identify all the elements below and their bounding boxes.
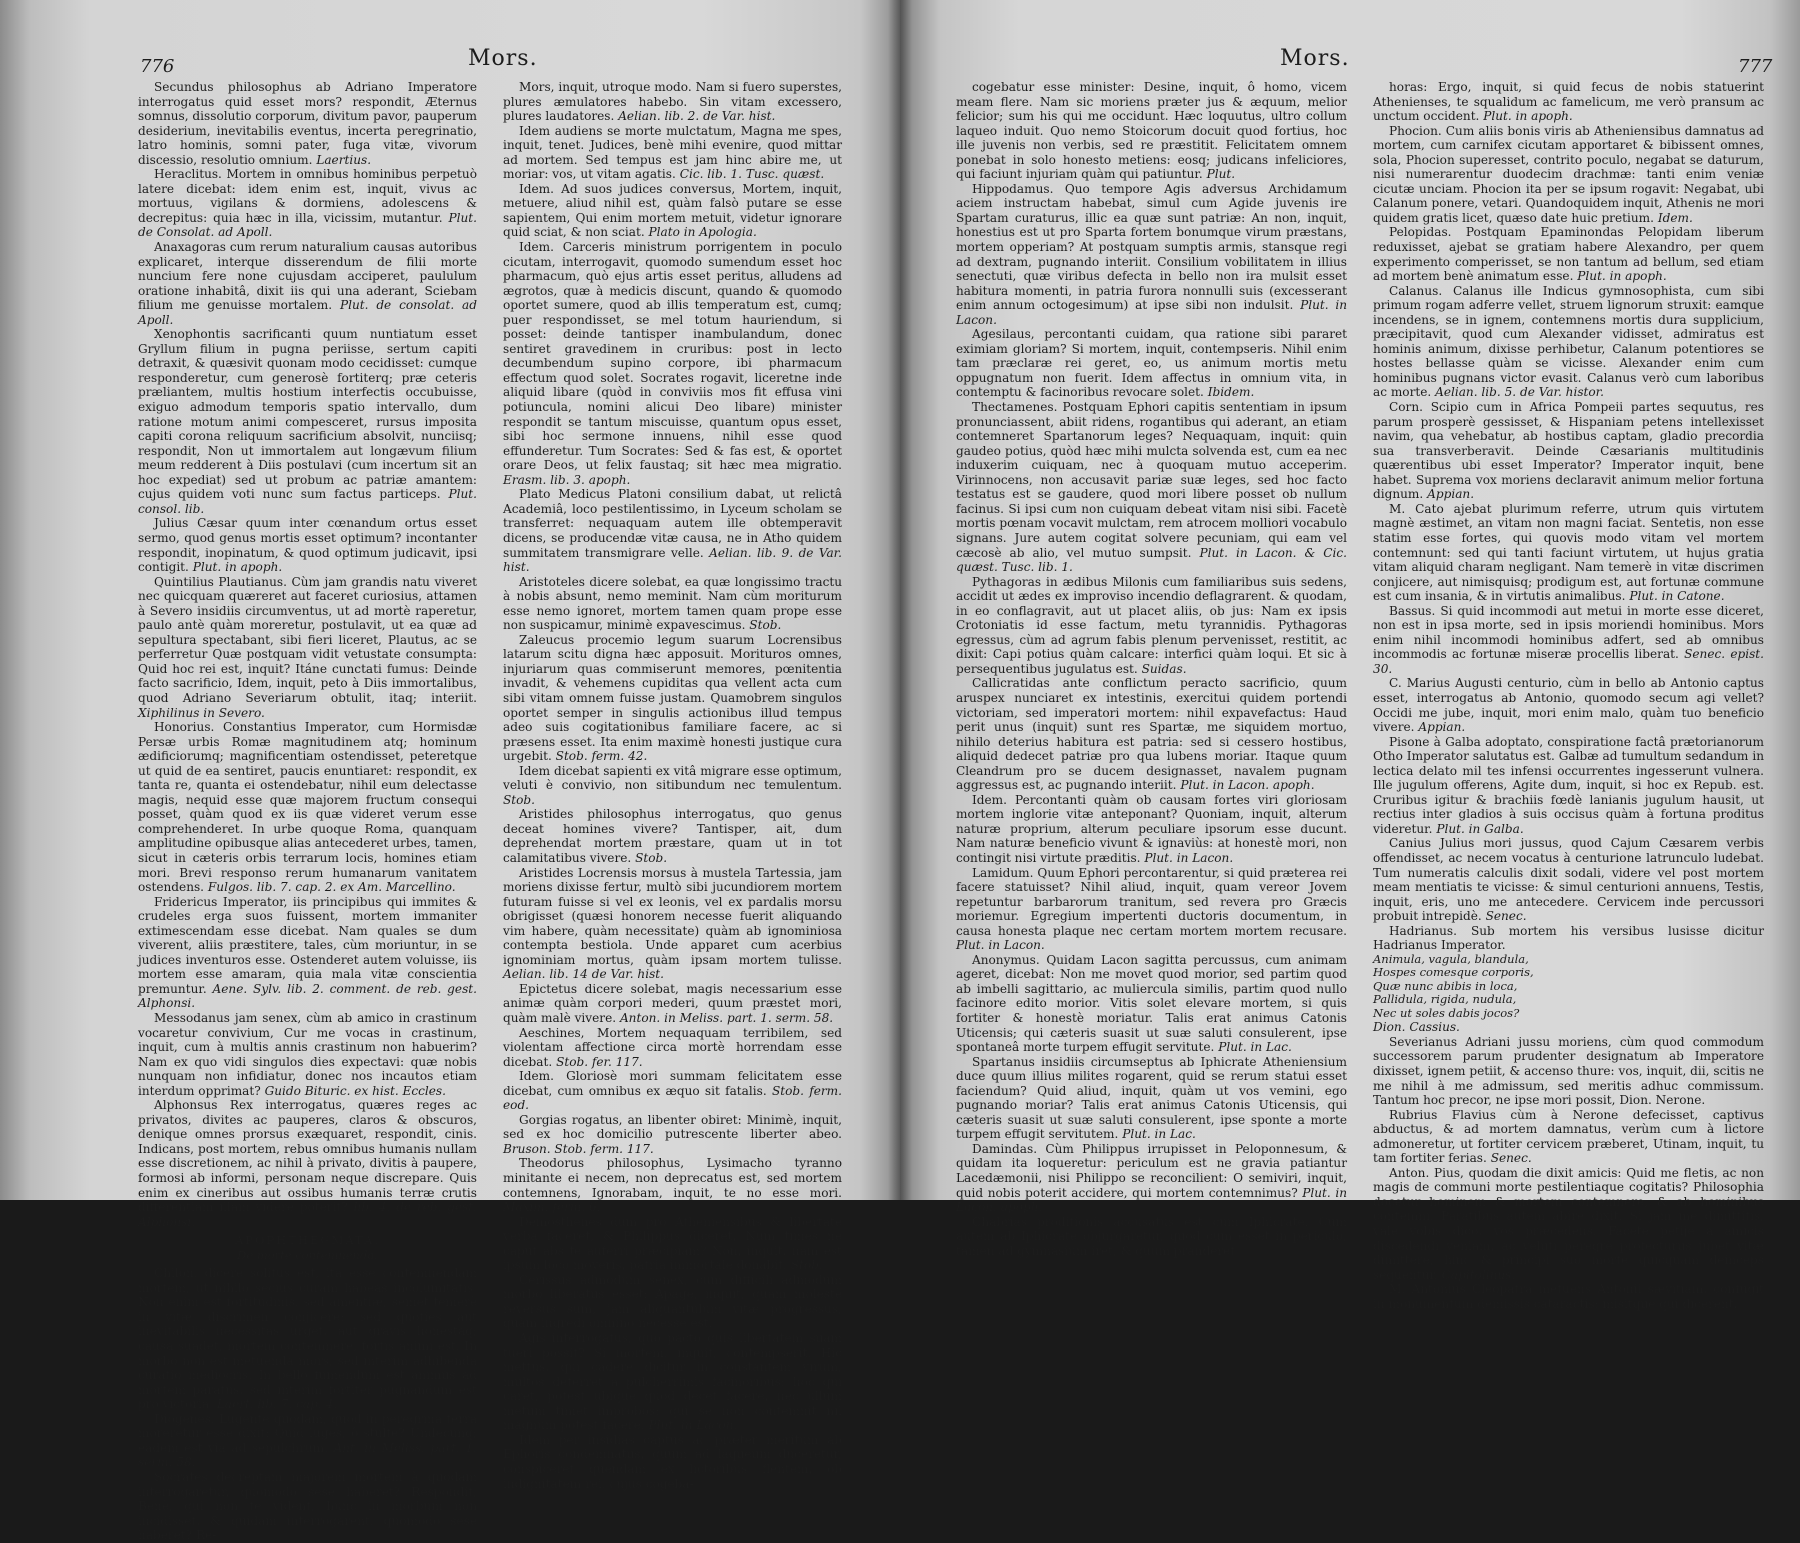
- source-citation: Plut. consol. lib.: [138, 487, 477, 516]
- paragraph-text: M. Cato ajebat plurimum referre, utrum quis virtutem magnè æstimet, an vitam non magni faciat. Sentetis, non esse statim esse fortes, qui quovis modo vitam vel mortem contemnunt: sed qui tanti faciunt virtutem, ut hujus gratia vitam aliquid charam negligant. Nam temerè in vitæ discrimen conjicere, aut nimisquisq; prodigum est, aut fortunæ commune est cum insania, & in virtutis animalibus.: [1373, 501, 1764, 604]
- text-paragraph: [503, 182, 842, 240]
- paragraph-text: Gorgias rogatus, an libenter obiret: Minimè, inquit, sed ex hoc domicilio putrescente liberter abeo.: [503, 1112, 842, 1142]
- paragraph-text: Idem. Carceris ministrum porrigentem in poculo cicutam, interrogavit, quomodo sumendum esset hoc pharmacum, quò ejus artis esset peritus, alludens ad ægrotos, quæ à medicis discunt, quando & quomodo oportet sumere, quod ab illis temperatum est, cumq; puer respondisset, se mel totum hauriendum, si posset: deinde tantisper inambulandum, donec sentiret gravedinem in cruribus: post in lecto decumbendum supino corpore, ibi pharmacum effectum quod solet. Socrates rogavit, liceretne inde aliquid libare (quòd in conviviis mos fit effusa vini potiuncula, nomini alicui Deo libare) minister respondit se tantum miscuisse, quantum opus esset, sibi hoc sermone innuens, nihil esse quod effunderetur. Tum Socrates: Sed & fas est, & oportet orare Deos, ut felix faustaq; sit hæc mea migratio.: [503, 240, 842, 473]
- paragraph-text: Chilon, dicere solitus est, ita esse contemnendam mortem, ut nihilo secius curam habeas incolumitatis. Non enim est fortitudinis, sed amentiæ, semet temerè in vitæ discrimen conjicere: sed quoties aut inevitabilis necessitas urget, aut gravis honestaq; causa suadet, mortem contemnere, fortis animi est. In morbo non est metuenda mors, sed interim adhibenda curatio mediocris. In bello fumendum est animus ad mortem paratus, sed interim fortiter pugnandum est pro victoria.: [138, 1266, 477, 1412]
- text-paragraph: [956, 80, 1347, 182]
- verse-line: Nec ut soles dabis jocos?: [1373, 1005, 1520, 1020]
- text-paragraph: [503, 1026, 842, 1070]
- verse-line: Quæ nunc abibis in loca,: [1373, 978, 1518, 993]
- text-paragraph: [138, 720, 477, 895]
- text-paragraph: [1373, 400, 1764, 502]
- source-citation: Plut. in Catone.: [1629, 589, 1725, 604]
- paragraph-text: Idem dicebat sapienti ex vitâ migrare esse optimum, veluti è convivio, non sitibundum nec temulentum.: [503, 763, 842, 793]
- paragraph-text: Diogenes, Lugente quodam, quod in peregrina terra moreretur esse dixit: Quid luges, ô stulte? Undecunq; eadem est via ad sepulchrum.: [138, 1411, 477, 1455]
- text-paragraph: [138, 895, 477, 1011]
- paragraph-text: Zaleucus procemio legum suarum Locrensibus latarum scitu digna hæc apposuit. Morituros omnes, injuriarum quas commiserunt memores, pœnitentia invadit, & vehemens cupiditas qua vellent acta cum sibi vitam omnem fuisse justam. Quamobrem singulos oportet semper in singulis actionibus illud tempus adeo suis cogitationibus familiare facere, ac si præsens esset. Ita enim maximè honesti justique cura urgebit.: [503, 632, 842, 764]
- source-citation: Aelian. lib. 9. de Var. hist.: [503, 545, 842, 575]
- text-paragraph: [1373, 124, 1764, 226]
- text-paragraph: [956, 793, 1347, 866]
- source-citation: Anton. in Meliss. part. 1. serm. 58.: [619, 1011, 834, 1025]
- paragraph-text: Mors, inquit, utroque modo. Nam si fuero superstes, plures æmulatores habebo. Sin vitam excessero, plures laudatores.: [503, 80, 842, 124]
- text-paragraph: [1373, 604, 1764, 677]
- paragraph-text: Lamidum. Quum Ephori percontarentur, si quid præterea rei facere statuisset? Nihil aliud, inquit, quam vereor Jovem repetuntur barbarorum tranitum, sed revera pro Græcis moriemur. Egregium impertenti ductoris documentum, in causa honesta plaque nec certam mortem mortem recusare.: [956, 865, 1347, 938]
- source-citation: Idem.: [1657, 210, 1693, 225]
- right-page: [900, 0, 1800, 1311]
- text-paragraph: [1373, 284, 1764, 400]
- text-paragraph: [1373, 676, 1764, 734]
- paragraph-text: Agis interrogatus, quo pacto quis libertatem suam tueri possit? Si mortem, inquit, contempserit. Hic mettus, qui cadere dicitur in constantem virum, multos deterret à pulcherrimis facinoribus: hoc qui caret, potest ubique quod decet facere, nec ullum metum timet improbos: qui se non contemnit nil magnum potest facere.: [503, 1331, 842, 1433]
- source-citation: Senec.: [1490, 1151, 1532, 1166]
- text-paragraph: [956, 866, 1347, 953]
- paragraph-text: Socrates decreptam majorem mortem à quodam interrogaretur, quomodo sese haberet? Respondit, Benè, qui non te vident, hunc in morbum non incidisset, & quidam interrogarent, quomodo sese haberet? Re-: [138, 1469, 477, 1543]
- paragraph-text: De morte contemnenda.: [237, 1247, 378, 1262]
- source-citation: Laertius.: [316, 152, 372, 167]
- text-paragraph: [503, 487, 842, 574]
- source-citation: Xiphilinus in Severo.: [138, 705, 265, 720]
- source-citation: Plut.: [1206, 167, 1236, 182]
- paragraph-text: Idem audiens se morte mulctatum, Magna me spes, inquit, tenet. Judices, benè mihi evenire, quod mittar ad mortem. Sed tempus est jam hinc abire me, ut moriar: vos, ut vitam agatis.: [503, 123, 842, 182]
- text-paragraph: [138, 1011, 477, 1098]
- text-paragraph: [1373, 80, 1764, 124]
- source-citation: Aelian. lib. 5. de Var. histor.: [1435, 385, 1604, 400]
- paragraph-text: Aristides philosophus interrogatus, quo genus deceat homines vivere? Tantisper, ait, dum deprehendat mortem præstare, quam ut in tot calamitatibus vivere.: [503, 807, 842, 865]
- source-citation: lib. 4. de reb. gest. Alphonsi.: [138, 1200, 477, 1229]
- source-citation: Stob.: [503, 792, 536, 807]
- text-paragraph: [956, 1215, 1347, 1259]
- source-citation: Appian.: [1427, 487, 1475, 502]
- source-citation: Stob.: [635, 850, 668, 865]
- text-paragraph: [956, 1142, 1347, 1215]
- source-citation: Erasm. lib. 3. apoph.: [503, 472, 631, 487]
- source-citation: Capitolinus.: [1441, 1267, 1516, 1282]
- text-paragraph: [138, 167, 477, 240]
- paragraph-text: Plato Medicus Platoni consilium dabat, ut relictâ Academiâ, loco pestilentissimo, in Lyceum scholam se transferret: nequaquam autem ille obtemperavit dicens, se producendæ vitæ causa, ne in Atho quidem summitatem transmigrare velle.: [503, 487, 842, 560]
- text-paragraph: [1373, 836, 1764, 923]
- source-citation: Plut. in Lac.: [1218, 1040, 1292, 1055]
- source-citation: Stob. ferm. eod.: [503, 1083, 842, 1113]
- paragraph-text: Theodorus philosophus, Lysimacho tyranno minitante ei necem, non deprecatus est, sed mortem contemnens, Ignorabam, inquit, te no esse mori.: [503, 1156, 842, 1200]
- source-citation: Senec.: [1485, 909, 1527, 924]
- text-paragraph: [503, 764, 842, 808]
- page-number: 777: [1738, 56, 1773, 77]
- text-paragraph: [138, 1412, 477, 1470]
- text-paragraph: [956, 182, 1347, 327]
- paragraph-text: Aristoteles dicere solebat, ea quæ longissimo tractu à nobis absunt, nemo meminit. Nam cùm moriturum esse nemo ignoret, mortem tamen quam prope esse non suspicamur, minimè expavescimus.: [503, 574, 842, 633]
- source-citation: Plut. in apoph.: [192, 560, 283, 575]
- text-paragraph: [1373, 225, 1764, 283]
- source-citation: Appian.: [1418, 720, 1466, 735]
- source-citation: Stob. ferm. 42.: [555, 749, 648, 764]
- paragraph-text: Thectamenes. Postquam Ephori capitis sententiam in ipsum pronunciassent, abiit ridens, rogantibus qui aderant, an etiam contemneret Spartanorum leges? Nequaquam, inquit: quin gaudeo potius, quòd hæc mihi mulcta solvenda est, cum ea nec induxerim cuiquam, nec à quoquam mutuo acceperim. Virinnocens, non accusavit pariæ suæ leges, sed hoc facto testatus est se gaudere, quod mori libere posset ob nullum facinus. Si ipsi cum non cuiquam debeat vitam nisi sibi. Facetè mortis pœnam vocavit mulctam, rem atrocem molliori vocabulo signans. Jure autem cogitat solvere pecuniam, qui eam vel cæcosè ab alio, vel mutuo sumpsit.: [956, 400, 1347, 560]
- text-columns: [956, 80, 1764, 1311]
- paragraph-text: Julius Cæsar quum inter cœnandum ortus esset sermo, quod genus mortis esset optimum? incontanter respondit, inopinatum, & quod optimum judicavit, ipsi contigit.: [138, 516, 477, 575]
- source-citation: Plut. in Lacon. apoph.: [956, 1185, 1347, 1215]
- paragraph-text: Rubrius Flavius cùm à Nerone defecisset, captivus abductus, & ad mortem damnatus, verùm cum à lictore admoneretur, ut fortiter cervicem præberet, Utinam, inquit, tu tam fortiter ferias.: [1373, 1107, 1764, 1166]
- paragraph-text: Anton. Pius, quodam die dixit amicis: Quid me fletis, ac non magis de communi morte pestilentiaque cogitatis? Philosophia docetur hominem & mortem contemnere, & ab hominibus contemni. Paratibus autem abire dixit. Si jam me dimittitis, vale vobis dico, vos præcedens. Facetè petije à amicis discedendi veniam, ac veluti peregrè profecturus jubet vitæ dimittere, hinc & principi suo morte quicquam deinceps sequentur.: [1373, 1165, 1764, 1282]
- paragraph-text: Chabrias proditionis accusatus est cum Iphicrate. Cùm autem ab Iphicrate objurgaretur, quòd cum esset in periculo, tamen ad gymnasium iret, & quum pranderet: [956, 1214, 1347, 1258]
- text-paragraph: [138, 1098, 477, 1229]
- text-paragraph: [138, 240, 477, 327]
- source-citation: Stob.: [749, 618, 782, 633]
- text-paragraph: [503, 1331, 842, 1433]
- text-paragraph: [1373, 1108, 1764, 1166]
- source-citation: Ibidem.: [1207, 385, 1255, 400]
- text-paragraph: [503, 1433, 842, 1491]
- paragraph-text: Damindas. Cùm Philippus irrupisset in Peloponnesum, & quidam ita loqueretur: periculum est ne gravia patiantur Lacedæmonii, nisi Philippo se reconcilient: O semiviri, inquit, quid nobis poterit accidere, qui mortem contemnimus?: [956, 1141, 1347, 1200]
- paragraph-text: Messodanus jam senex, cùm ab amico in crastinum vocaretur convivium, Cur me vocas in crastinum, inquit, cum à multis annis crastinum non habuerim? Nam ex quo vidi singulos dies expectavi: quæ nobis nunquam non infidiatur, donec nos incautos etiam interdum opprimat?: [138, 1011, 477, 1098]
- text-paragraph: [138, 327, 477, 516]
- source-citation: Stob. fer. 117.: [556, 1054, 643, 1069]
- paragraph-text: Pisone à Galba adoptato, conspiratione factâ prætorianorum Otho Imperator salutatus est. Galbæ ad tumultum sedandum in lectica delato mil tes infensi occurrentes ingesserunt vulnera. Ille jugulum offerens, Agite dum, inquit, si hoc ex Repub. est. Cruribus igitur & brachiis fœdè lanianis jugulum hausit, ut rectius inter gladios à suis occisus quàm à fortuna proditus videretur.: [1373, 734, 1764, 836]
- paragraph-text: Calanus. Calanus ille Indicus gymnosophista, cum sibi primum rogam adferre vellet, struem lignorum struxit: eamque incendens, se in ignem, contemnens mortis dura supplicium, præcipitavit, quod cum Alexander vidisset, admiratus est hominis animum, dixisse perhibetur, Calanum potentiores se hostes bellasse quàm se vicisse. Alexander enim cum hominibus pugnans victor evasit. Calanus verò cum laboribus ac morte.: [1373, 283, 1764, 400]
- paragraph-text: horas: Ergo, inquit, si quid fecus de nobis statuerint Athenienses, te squalidum ac famelicum, me verò pransum ac unctum occident.: [1373, 80, 1764, 124]
- text-paragraph: [503, 982, 842, 1026]
- text-paragraph: [956, 400, 1347, 575]
- paragraph-text: Spartanus insidiis circumseptus ab Iphicrate Atheniensium duce quum illius milites rogarent, quid se rerum statui esset faciendum? Quid aliud, inquit, quàm ut vos vemini, ego pugnando moriar? Talis erat animus Catonis Uticensis, qui cæteris suasit ut suæ saluti consulerent, ipse sponte a morte turpem effugit servitutem.: [956, 1054, 1347, 1142]
- paragraph-text: Dion. Cassius.: [1373, 1020, 1460, 1035]
- text-paragraph: [956, 327, 1347, 400]
- paragraph-text: Severianus Adriani jussu moriens, cùm quod commodum successorem parum prudenter designatum ab Imperatore dixisset, ignem petiit, & accenso thure: vos, inquit, dii, scitis ne me nihil à me admissum, sed meritis adhuc commissum. Tantum hoc precor, ne ipse mori possit, Dion. Nerone.: [1373, 1034, 1764, 1108]
- source-citation: Plut. in apoph.: [1483, 109, 1573, 124]
- source-citation: Aelian. lib. 2. de Var. hist.: [618, 109, 776, 124]
- column-right-1: [956, 80, 1347, 1258]
- source-citation: Plut. in apoph.: [1577, 269, 1667, 284]
- verse-line: Hospes comesque corporis,: [1373, 965, 1534, 980]
- paragraph-text: Aristides Locrensis morsus à mustela Tartessia, jam moriens dixisse fertur, multò sibi jucundiorem mortem futuram fuisse si vel ex leonis, vel ex pardalis morsu obrigisset (quæsi honorem necesse fuerit aliquando vim habere, quàm necessitate) quàm ab ignominiosa contempta bestiola. Unde apparet cum acerbius ignominiam mortus, quàm ipsam mortem tulisse.: [503, 865, 842, 967]
- source-citation: Ant. in Meliss. part. 1. serm. 58.: [138, 1440, 477, 1470]
- text-paragraph: [503, 1156, 842, 1214]
- text-paragraph: [1373, 502, 1764, 604]
- source-citation: Plato in Apologia.: [648, 225, 757, 240]
- paragraph-text: Idem. Percontanti quàm ob causam fortes viri gloriosam mortem inglorie vitæ anteponant? Quoniam, inquit, alterum naturæ proprium, alterum peculiare ipsorum esse ducunt. Nam naturæ beneficio vivunt & ignaviùs: at honestè mori, non contingit nisi virtute præditis.: [956, 792, 1347, 865]
- text-paragraph: [503, 1113, 842, 1157]
- column-right-2: [1373, 80, 1764, 1311]
- paragraph-text: Secundus philosophus ab Adriano Imperatore interrogatus quid esset mors? respondit, Æternus somnus, dissolutio corporum, divitum pavor, pauperum desiderium, inevitabilis eventus, incerta peregrinatio, latro hominis, somni pater, fuga vitæ, vivorum discessio, resolutio omnium.: [138, 80, 477, 167]
- source-citation: Aelian. lib. 14 de Var. hist.: [503, 967, 664, 982]
- text-paragraph: [1373, 1282, 1764, 1311]
- text-paragraph: [503, 575, 842, 633]
- source-citation: Cic. lib. 1. Tusc. quæst.: [679, 167, 825, 182]
- source-citation: Maxim. ferm. 6.: [503, 1200, 601, 1215]
- paragraph-text: Anonymus. Quidam Lacon sagitta percussus, cum animam ageret, dicebat: Non me movet quod morior, sed partim quod ab imbelli sagittario, ac muliercula similis, partim quod nullo facinore edito morior. Vitis solet elevare mortem, si quis fortiter & honestè moriatur. Talis erat animus Catonis Uticensis; qui cæteris suasit ut suæ saluti consulerent, ipse spontaneâ morte turpem effugit servitute.: [956, 952, 1347, 1055]
- running-head: Mors.: [468, 46, 538, 71]
- text-paragraph: [138, 1233, 477, 1248]
- paragraph-text: Idem per insidias captus ac præter meritum ab Ephoris condemnatus, quum ad laqueum duceretur, conspiceret quendam ex lictoribus flentem, ob indignitatem rei, cujus cogeba-: [503, 1432, 842, 1491]
- text-paragraph: [503, 1069, 842, 1113]
- paragraph-text: Phocion. Cum aliis bonis viris ab Atheniensibus damnatus ad mortem, cum carnifex cicutam apportaret & bibissent omnes, sola, Phocion superesset, contrito poculo, negabat se daturum, nisi numerarentur duodecim drachmæ: tanti enim veniæ cicutæ unciam. Phocion ita per se ipsum rogavit: Negabat, ubi Calanum ponere, vetari. Quandoquidem inquit, Athenis ne mori quidem gratis licet, quæso date huic pretium.: [1373, 123, 1764, 225]
- text-paragraph: [956, 676, 1347, 792]
- paragraph-text: Epictetus dicere solebat, magis necessarium esse animæ quàm corpori mederi, quum præstet mori, quàm malè vivere.: [503, 981, 842, 1025]
- source-citation: Fulgos. lib. 7. cap. 2. ex Am. Marcellino.: [207, 880, 456, 895]
- paragraph-text: Agesilaus, percontanti cuidam, qua ratione sibi pararet eximiam gloriam? Si mortem, inquit, contempseris. Nihil enim tam præclaræ rei geret, eo, us animum mortis metu oppugnatum non fuerit. Idem affectus in omnium vita, in contemptu & facinoribus revocare solet.: [956, 327, 1347, 400]
- paragraph-text: M. Antonius Cleopatra metuens Antonii sævitiam, confugit in monumentum demissis cataractis: misitque qui dicerent,: [1373, 1282, 1764, 1311]
- paragraph-text: Xenophontis sacrificanti quum nuntiatum esset Gryllum filium in pugna periisse, sertum capiti detraxit, & quæsivit quonam modo cecidisset: cumque responderetur, cum generosè fortiterq; præ ceteris præliantem, multis hostium interfectis occubuisse, exiguo admodum temporis spatio intervallo, dum ratione motum animi compesceret, rursus imposita capiti corona reliquum sacrificium absolvit, nunciisq; respondit, Non ut immortalem aut longævum filium meum redderent à Diis postulavi (cum incertum sit an hoc expediat) sed ut probum ac patriæ amantem: cujus quidem voti nunc sum factus particeps.: [138, 327, 477, 502]
- text-paragraph: [503, 1215, 842, 1273]
- text-paragraph: [503, 633, 842, 764]
- text-paragraph: [1373, 735, 1764, 837]
- text-paragraph: [1373, 1020, 1764, 1035]
- paragraph-text: Demosthenes dum pro Atheniensibus & libertate verba faceret, & Philippus diceret, Num times ne caput abs te auferri præcipiam? Non, inquit, nam est ipsum loco moveris, patria immortale donabit.: [503, 1214, 842, 1273]
- text-paragraph: [503, 80, 842, 124]
- page-number: 776: [140, 56, 175, 77]
- running-head: Mors.: [1280, 46, 1350, 71]
- paragraph-text: Fridericus Imperator, iis principibus qui immites & crudeles erga suos fuissent, mortem immaniter extimescendam esse dicebat. Nam quales se dum viverent, aliis præstitere, tales, cùm moriuntur, in se judices inventuros esse. Ostenderet autem voluisse, iis mortem esse amaram, quia mala vitæ conscientia premuntur.: [138, 894, 477, 996]
- text-paragraph: [503, 1273, 842, 1331]
- paragraph-text: Corn. Scipio cum in Africa Pompeii partes sequutus, res parum prosperè gessisset, & Hispaniam petens intellexisset navim, qua vehebatur, ab hostibus captam, gladio precordia sua transverberavit. Deinde Cæsarianis multitudinis quærentibus ubi esset Imperator? Imperator inquit, bene habet. Suprema vox moriens declaravit animum melior fortuna dignum.: [1373, 400, 1764, 502]
- text-paragraph: [956, 575, 1347, 677]
- text-paragraph: [503, 807, 842, 865]
- verse-line: Pallidula, rigida, nudula,: [1373, 992, 1517, 1007]
- source-citation: Stob.: [790, 1258, 823, 1273]
- column-left-2: [503, 80, 842, 1491]
- text-paragraph: [1373, 953, 1764, 1021]
- paragraph-text: Pelopidas. Postquam Epaminondas Pelopidam liberum reduxisset, ajebat se gratiam habere Alexandro, per quem experimento comperisset, se non tantum ad bellum, sed etiam ad mortem benè animatum esse.: [1373, 225, 1764, 284]
- source-citation: Senec. epist. 30.: [1373, 647, 1764, 676]
- paragraph-text: Heraclitus. Mortem in omnibus hominibus perpetuò latere dicebat: idem enim est, inquit, vivus ac mortuus, vigilans & dormiens, adolescens & decrepitus: quia hæc in illa, vicissim, mutantur.: [138, 167, 477, 225]
- source-citation: Plut. in Lacon. & Cic. quæst. Tusc. lib. 1.: [956, 545, 1347, 575]
- source-citation: Plut. de Consolat. ad Apoll.: [138, 210, 477, 240]
- paragraph-text: Idem. Gloriosè mori summam felicitatem esse dicebat, cum omnibus ex æquo sit fatalis.: [503, 1069, 842, 1098]
- source-citation: Plut. de consolat. ad Apoll.: [138, 298, 477, 327]
- paragraph-text: Anaxagoras cum rerum naturalium causas autoribus explicaret, interque disserendum de filii morte nuncium fere none cujusdam acciperet, paululum oratione inhabitâ, dixit iis qui una aderant, Sciebam filium me genuisse mortalem.: [138, 240, 477, 313]
- text-paragraph: [503, 240, 842, 487]
- column-left-1: [138, 80, 477, 1543]
- paragraph-text: Idem. Ad suos judices conversus, Mortem, inquit, metuere, aliud nihil est, quàm falsò putare se esse sapientem, Qui enim mortem metuit, videtur ignorare quid sciat, & non sciat.: [503, 181, 842, 240]
- text-paragraph: [1373, 924, 1764, 953]
- paragraph-text: Bassus. Si quid incommodi aut metui in morte esse diceret, non est in ipsa morte, sed in ipsis moriendi hominibus. Mors enim nihil incommodi hominibus adfert, sed ab omnibus incommodis ac fortunæ miseræ procellis liberat.: [1373, 603, 1764, 662]
- paragraph-text: APOPHTHEGMATA.: [235, 1233, 380, 1248]
- paragraph-text: cogebatur esse minister: Desine, inquit, ô homo, vicem meam flere. Nam sic moriens præter jus & æquum, melior felicior; sum his qui me occidunt. Hæc loquutus, ultro collum laqueo induit. Quo nemo Stoicorum docuit quod fortius, hoc ille juvenis non verbis, sed re præstitit. Felicitatem omnem ponebat in solo honesto metiens: eosq; judicans infeliciores, qui faciunt injuriam quàm qui patiuntur.: [956, 80, 1347, 182]
- source-citation: Plut. in Lacon.: [1144, 850, 1234, 865]
- text-paragraph: [138, 1266, 477, 1411]
- text-paragraph: [503, 866, 842, 982]
- source-citation: Laert. lib. 7. cap. 4.: [216, 1397, 338, 1412]
- source-citation: Plut. in Lacon.: [956, 938, 1045, 953]
- source-citation: Aene. Sylv. lib. 2. comment. de reb. gest. Alphonsi.: [138, 981, 477, 1011]
- paragraph-text: Pythagoras in ædibus Milonis cum familiaribus suis sedens, accidit ut ædes ex improviso incendio deflagrarent. & quodam, in eo conflagravit, aut ut placet aliis, ob jus: Nam ex ipsis Crotoniatis id esse factum, metu tyrannidis. Pythagoras egressus, cùm ad agrum fabis plenum pervenisset, restitit, ac dixit: Capi potius quàm calcare: interfici quàm loqui. Et sic à persequentibus jugulatus est.: [956, 574, 1347, 676]
- paragraph-text: Aeschines, Mortem nequaquam terribilem, sed violentam affectione circa mortè horrendam esse dicebat.: [503, 1025, 842, 1069]
- verse-line: Animula, vagula, blandula,: [1373, 951, 1529, 966]
- text-columns: [138, 80, 842, 1543]
- source-citation: Plut. in Lacon.: [648, 1418, 738, 1433]
- source-citation: Suidas.: [1141, 661, 1187, 676]
- paragraph-text: Honorius. Constantius Imperator, cum Hormisdæ Persæ urbis Romæ magnitudinem atq; hominum ædificiorumq; magnificentiam ostendisset, peteretque ut quid de ea sentiret, paucis enuntiaret: respondit, ex tanta re, quanta ei ostendebatur, nihil eum delectasse magis, nequid esse quæ majorem fructum consequi posset, quàm quod ex iis quæ videret verum esse comprehenderet. In urbe quoque Roma, quanquam amplitudine opibusque alias antecederet urbes, tamen, sicut in cæteris orbis terrarum locis, homines etiam mori. Brevi responso rerum humanarum vanitatem ostendens.: [138, 720, 477, 895]
- paragraph-text: Canius Julius mori jussus, quod Cajum Cæsarem verbis offendisset, ac necem vocatus à centurione latrunculo ludebat. Tum numeratis calculis dixit sodali, videre vel post mortem meam mentiatis te vicisse: & simul centurioni annuens, Testis, inquit, eris, uno me antecedere. Cervicem inde percussori probuit intrepidè.: [1373, 836, 1764, 924]
- source-citation: Plut. in Lac.: [1122, 1127, 1196, 1142]
- text-paragraph: [503, 124, 842, 182]
- text-paragraph: [956, 953, 1347, 1055]
- text-paragraph: [1373, 1166, 1764, 1282]
- paragraph-text: Cerissus admodum senex, cum difficili admodum morbo liberatus esset: Apage, inquit, quàm molestè reversus sum, jam aliquantulum vitæ progressus, quàm ingredi omnino necesse est.: [503, 1272, 842, 1331]
- paragraph-text: C. Marius Augusti centurio, cùm in bello ab Antonio captus esset, interrogatus ab Antonio, quomodo secum agi vellet? Occidi me jube, inquit, mori enim malo, quàm tuo beneficio vivere.: [1373, 676, 1764, 735]
- paragraph-text: Hadrianus. Sub mortem his versibus lusisse dicitur Hadrianus Imperator.: [1373, 923, 1764, 953]
- text-paragraph: [956, 1055, 1347, 1142]
- paragraph-text: Quintilius Plautianus. Cùm jam grandis natu viveret nec quicquam quæreret aut faceret curiosius, attamen à Severo insidiis circumventus, ut ad mortè raperetur, paulo antè quàm moreretur, postulavit, ut ea quæ ad sepultura spectabant, sibi fieri liceret, Plautus, ac se perferretur Quæ postquam vidit vetustate consumpta: Quid hoc rei est, inquit? Itáne cunctati fumus: Deinde facto sacrificio, Idem, inquit, peto à Diis immortalibus, quod Adriano Severiarum obtulit, itaq; interiit.: [138, 574, 477, 705]
- text-paragraph: [138, 575, 477, 720]
- source-citation: Plut. in Galba.: [1436, 821, 1524, 836]
- text-paragraph: [138, 516, 477, 574]
- text-paragraph: [138, 1470, 477, 1543]
- text-paragraph: [138, 1248, 477, 1263]
- text-paragraph: [1373, 1035, 1764, 1108]
- source-citation: Guido Bituric. ex hist. Eccles.: [264, 1083, 446, 1098]
- source-citation: Plut. in Lacon. apoph.: [1180, 778, 1315, 793]
- paragraph-text: Alphonsus Rex interrogatus, quæres reges ac privatos, divites ac pauperes, claros & obscuros, denique omnes prorsus exæquaret, respondit, cinis. Indicans, post mortem, rebus omnibus humanis nullam esse discretionem, ac nihil à privato, divitis à paupere, formosi ab informi, personam neque discrepare. Quis enim ex cineribus aut ossibus humanis terræ crutis differentiam illam videre poterit?: [138, 1098, 477, 1215]
- source-citation: Bruson. Stob. ferm. 117.: [503, 1141, 654, 1156]
- text-paragraph: [138, 80, 477, 167]
- paragraph-text: Callicratidas ante conflictum peracto sacrificio, quum aruspex nunciaret ex intestinis, exercitui quidem portendi victoriam, sed imperatori mortem: nihil expavefactus: Haud perit unus (inquit) sunt res Spartæ, me siquidem mortuo, nihilo deterius habitura est patria: sed si cessero hostibus, aliquid dedecet patriæ pro qua lubens moriar. Itaque quum Cleandrum pro se ducem designasset, navalem pugnam aggressus est, ac pugnando interiit.: [956, 676, 1347, 793]
- paragraph-text: Hippodamus. Quo tempore Agis adversus Archidamum aciem instructam habebat, simul cum Agide juvenis ire Spartam curaturus, illic ea quæ sunt patriæ: An non, inquit, honestius est ut pro Sparta fortem bonumque virum præstans, mortem opperiam? At postquam sumptis armis, stansque regi ad dextram, pugnando interiit. Consilium vobilitatem in illius senectuti, quæ viribus defecta in bello non ira mulsit esset habitura momenti, in patria furora nonnulli suis (excesserant enim annum octogesimum) at ipse sibi non indulsit.: [956, 181, 1347, 313]
- source-citation: Plut. in Lacon.: [956, 298, 1347, 327]
